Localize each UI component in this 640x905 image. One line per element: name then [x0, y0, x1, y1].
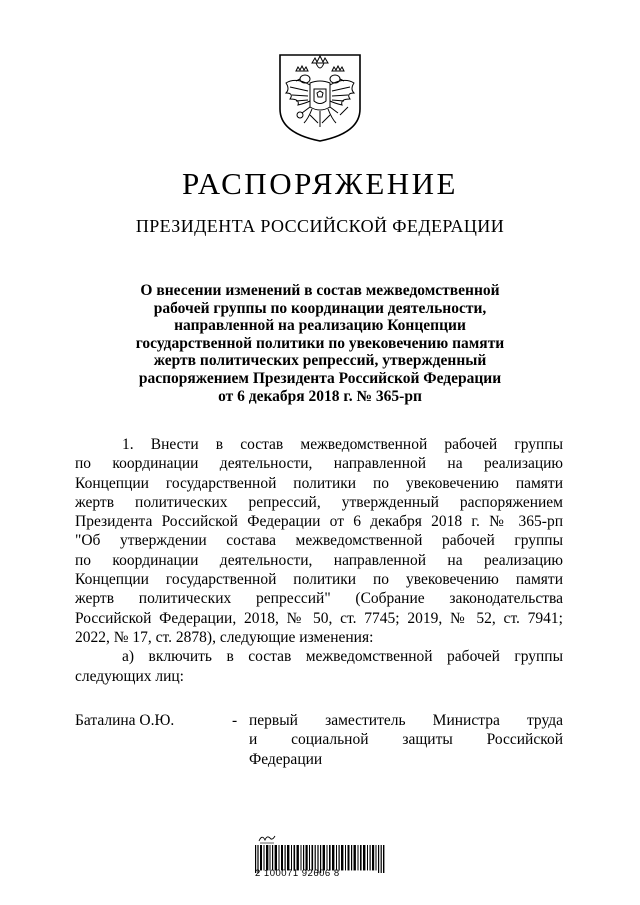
paragraph-line: по координации деятельности, направленной на реализацию — [75, 455, 563, 473]
heading-line: рабочей группы по координации деятельности, — [153, 299, 487, 317]
barcode-number: 2 100071 92606 8 — [255, 868, 340, 879]
heading-line: жертв политических репрессий, утвержденный — [153, 352, 487, 370]
member-entry — [75, 711, 563, 771]
member-role — [249, 711, 563, 769]
paragraph-line: по координации деятельности, направленной на реализацию — [75, 551, 563, 569]
document-title: РАСПОРЯЖЕНИЕ — [182, 166, 458, 201]
paragraph-line: Российской Федерации, 2018, № 50, ст. 7745; 2019, № 52, ст. 7941; — [75, 609, 563, 627]
heading-line: от 6 декабря 2018 г. № 365-рп — [218, 387, 422, 405]
heading-line: распоряжением Президента Российской Федерации — [138, 369, 502, 387]
paragraph-line: Концепции государственной политики по увековечению памяти — [75, 474, 563, 492]
paragraph-line: а) включить в состав межведомственной рабочей группы — [122, 648, 563, 666]
document-heading — [120, 282, 520, 405]
paragraph-line: Президента Российской Федерации от 6 декабря 2018 г. № 365-рп — [75, 513, 563, 531]
paragraph-line: Концепции государственной политики по увековечению памяти — [75, 571, 563, 589]
coat-of-arms-emblem — [274, 49, 366, 144]
heading-line: направленной на реализацию Концепции — [174, 317, 466, 335]
document-subtitle: ПРЕЗИДЕНТА РОССИЙСКОЙ ФЕДЕРАЦИИ — [135, 216, 505, 236]
member-dash: - — [232, 712, 238, 729]
paragraph-line: 2022, № 17, ст. 2878), следующие изменения: — [75, 628, 374, 646]
heading-line: государственной политики по увековечению памяти — [135, 334, 505, 352]
heading-line: О внесении изменений в состав межведомственной — [140, 282, 500, 299]
paragraph-line: 1. Внести в состав межведомственной рабочей группы — [122, 436, 563, 453]
member-name: Баталина О.Ю. — [75, 712, 175, 729]
paragraph-line: "Об утверждении состава межведомственной рабочей группы — [75, 532, 563, 550]
paragraph-line: жертв политических репрессий" (Собрание законодательства — [75, 590, 563, 608]
role-line: Федерации — [249, 750, 323, 768]
paragraph-line: следующих лиц: — [75, 667, 184, 685]
role-line: и социальной защиты Российской — [249, 731, 563, 749]
paragraph-line: жертв политических репрессий, утвержденный распоряжением — [75, 493, 563, 511]
document-body — [75, 435, 563, 686]
handwritten-mark — [258, 832, 276, 844]
role-line: первый заместитель Министра труда — [249, 712, 563, 729]
